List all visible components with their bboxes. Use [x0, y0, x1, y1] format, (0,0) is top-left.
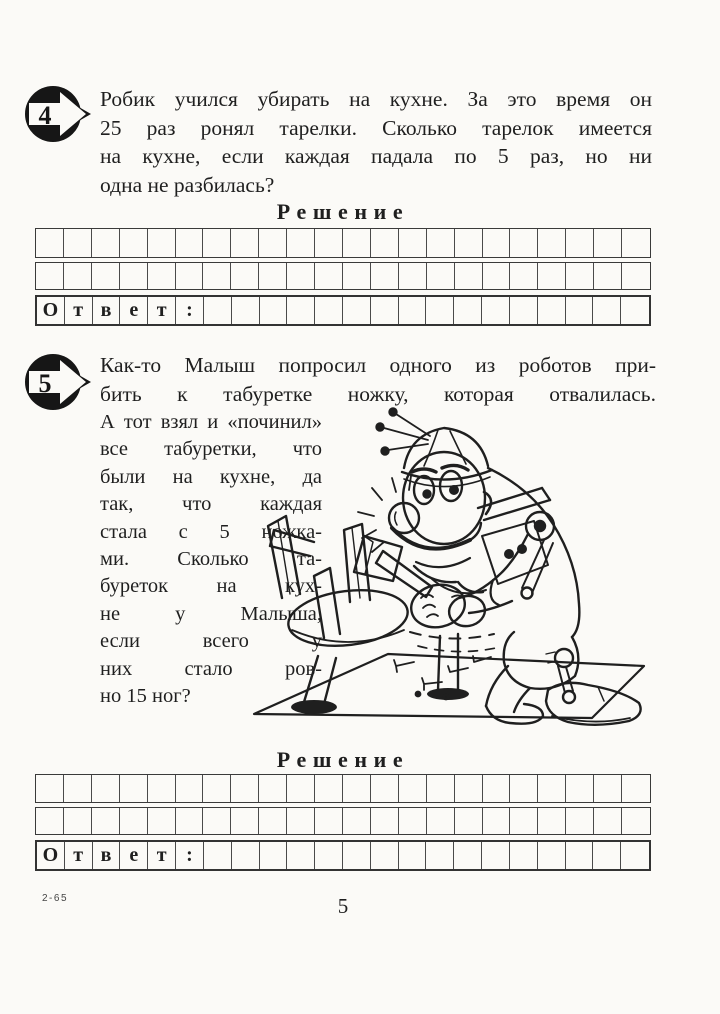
grid-cell — [371, 229, 399, 257]
grid-cell — [36, 775, 64, 802]
grid-cell — [287, 775, 315, 802]
grid-cell — [203, 775, 231, 802]
grid-cell — [399, 775, 427, 802]
grid-cell — [315, 263, 343, 289]
grid-cell — [315, 297, 343, 324]
problem-5-text-line: ми. Сколько та- — [100, 548, 322, 571]
grid-cell — [399, 229, 427, 257]
grid-cell — [120, 263, 148, 289]
grid-cell — [315, 808, 343, 834]
grid-cell — [538, 297, 566, 324]
grid-cell — [231, 263, 259, 289]
grid-cell — [287, 229, 315, 257]
problem-5-text-line: но 15 ног? — [100, 685, 191, 708]
grid-cell — [203, 263, 231, 289]
solution-1-work-row-1 — [35, 228, 651, 258]
grid-cell — [621, 842, 649, 869]
grid-cell — [176, 229, 204, 257]
grid-cell — [454, 297, 482, 324]
grid-cell — [92, 808, 120, 834]
grid-cell — [287, 842, 315, 869]
grid-cell — [371, 297, 399, 324]
grid-cell — [538, 808, 566, 834]
grid-cell — [176, 263, 204, 289]
problem-5-text-line: буреток на кух- — [100, 575, 322, 598]
answer-letter-cell: О — [37, 297, 65, 324]
grid-cell — [260, 297, 288, 324]
grid-cell — [427, 263, 455, 289]
grid-cell — [64, 229, 92, 257]
grid-cell — [566, 775, 594, 802]
grid-cell — [315, 842, 343, 869]
answer-letter-cell: в — [93, 842, 121, 869]
grid-cell — [64, 263, 92, 289]
grid-cell — [315, 775, 343, 802]
grid-cell — [120, 229, 148, 257]
answer-letter-cell: е — [120, 842, 148, 869]
grid-cell — [455, 775, 483, 802]
answer-letter-cell: т — [65, 842, 93, 869]
grid-cell — [622, 263, 650, 289]
problem-5-number-badge — [24, 351, 92, 413]
grid-cell — [538, 263, 566, 289]
grid-cell — [566, 263, 594, 289]
page-number: 5 — [337, 894, 349, 918]
problem-5-text-line: стала с 5 ножка- — [100, 520, 322, 543]
grid-cell — [204, 297, 232, 324]
grid-cell — [593, 842, 621, 869]
grid-cell — [399, 263, 427, 289]
grid-cell — [343, 842, 371, 869]
grid-cell — [538, 229, 566, 257]
grid-cell — [482, 297, 510, 324]
grid-cell — [203, 808, 231, 834]
grid-cell — [148, 808, 176, 834]
solution-2-work-row-1 — [35, 774, 651, 803]
grid-cell — [92, 263, 120, 289]
grid-cell — [510, 775, 538, 802]
arrow-badge-icon — [24, 83, 92, 145]
grid-cell — [371, 263, 399, 289]
problem-4-number-badge — [24, 83, 92, 145]
grid-cell — [148, 263, 176, 289]
solution-2-work-row-2 — [35, 807, 651, 835]
grid-cell — [120, 775, 148, 802]
grid-cell — [426, 842, 454, 869]
grid-cell — [64, 775, 92, 802]
problem-number: 5 — [38, 369, 52, 398]
answer-letter-cell: О — [37, 842, 65, 869]
grid-cell — [399, 808, 427, 834]
grid-cell — [399, 297, 427, 324]
grid-cell — [622, 775, 650, 802]
grid-cell — [176, 808, 204, 834]
grid-cell — [427, 808, 455, 834]
grid-cell — [426, 297, 454, 324]
grid-cell — [510, 229, 538, 257]
answer-letter-cell: е — [120, 297, 148, 324]
grid-cell — [594, 775, 622, 802]
problem-5-text-line: бить к табуретке ножку, которая отвалилась. — [100, 382, 656, 406]
robot-hammering-stool-illustration — [246, 404, 664, 736]
grid-cell — [204, 842, 232, 869]
grid-cell — [232, 297, 260, 324]
grid-cell — [621, 297, 649, 324]
grid-cell — [36, 808, 64, 834]
grid-cell — [259, 263, 287, 289]
grid-cell — [483, 808, 511, 834]
grid-cell — [259, 775, 287, 802]
grid-cell — [510, 263, 538, 289]
problem-5-text-line: А тот взял и «починил» — [100, 411, 322, 433]
grid-cell — [399, 842, 427, 869]
grid-cell — [232, 842, 260, 869]
grid-cell — [259, 808, 287, 834]
grid-cell — [455, 808, 483, 834]
grid-cell — [343, 775, 371, 802]
grid-cell — [92, 775, 120, 802]
answer-letter-cell: : — [176, 297, 204, 324]
grid-cell — [594, 808, 622, 834]
grid-cell — [483, 775, 511, 802]
grid-cell — [622, 808, 650, 834]
grid-cell — [622, 229, 650, 257]
grid-cell — [343, 808, 371, 834]
problem-4-text-line: одна не разбилась? — [100, 172, 275, 197]
answer-row-2 — [35, 840, 651, 871]
grid-cell — [593, 297, 621, 324]
solution-heading-1: Решение — [276, 199, 410, 224]
grid-cell — [176, 775, 204, 802]
problem-5-text-full-width — [100, 351, 656, 409]
grid-cell — [566, 229, 594, 257]
grid-cell — [260, 842, 288, 869]
grid-cell — [64, 808, 92, 834]
grid-cell — [566, 842, 594, 869]
problem-4-text-line: 25 раз ронял тарелки. Сколько тарелок имеется — [100, 115, 652, 140]
print-signature: 2-65 — [42, 893, 69, 904]
problem-5-text-line: не у Малыша, — [100, 602, 322, 625]
grid-cell — [287, 297, 315, 324]
problem-5-text-line: так, что каждая — [100, 493, 322, 516]
grid-cell — [566, 297, 594, 324]
grid-cell — [231, 775, 259, 802]
answer-letter-cell: в — [93, 297, 121, 324]
grid-cell — [343, 297, 371, 324]
grid-cell — [482, 842, 510, 869]
problem-4-text-line: на кухне, если каждая падала по 5 раз, но ни — [100, 144, 652, 169]
grid-cell — [483, 229, 511, 257]
grid-cell — [148, 775, 176, 802]
grid-cell — [538, 842, 566, 869]
problem-5-text-line: были на кухне, да — [100, 465, 322, 488]
grid-cell — [455, 229, 483, 257]
grid-cell — [510, 842, 538, 869]
solution-1-work-row-2 — [35, 262, 651, 290]
grid-cell — [287, 263, 315, 289]
grid-cell — [510, 808, 538, 834]
answer-letter-cell: т — [148, 297, 176, 324]
answer-row-1 — [35, 295, 651, 326]
solution-heading-2: Решение — [276, 747, 410, 772]
problem-4-text — [100, 85, 652, 199]
problem-5-text-line: Как-то Малыш попросил одного из роботов при- — [100, 353, 656, 377]
grid-cell — [566, 808, 594, 834]
grid-cell — [343, 229, 371, 257]
grid-cell — [231, 229, 259, 257]
grid-cell — [594, 263, 622, 289]
grid-cell — [455, 263, 483, 289]
grid-cell — [259, 229, 287, 257]
grid-cell — [371, 775, 399, 802]
arrow-badge-icon — [24, 351, 92, 413]
grid-cell — [594, 229, 622, 257]
problem-5-text-line: если всего у — [100, 630, 322, 653]
problem-number: 4 — [38, 101, 52, 130]
grid-cell — [343, 263, 371, 289]
grid-cell — [36, 229, 64, 257]
answer-letter-cell: т — [65, 297, 93, 324]
grid-cell — [371, 842, 399, 869]
answer-letter-cell: : — [176, 842, 204, 869]
grid-cell — [315, 229, 343, 257]
grid-cell — [92, 229, 120, 257]
grid-cell — [120, 808, 148, 834]
grid-cell — [287, 808, 315, 834]
grid-cell — [454, 842, 482, 869]
grid-cell — [148, 229, 176, 257]
grid-cell — [371, 808, 399, 834]
grid-cell — [510, 297, 538, 324]
grid-cell — [538, 775, 566, 802]
grid-cell — [483, 263, 511, 289]
grid-cell — [231, 808, 259, 834]
grid-cell — [427, 229, 455, 257]
problem-5-text-line: них стало ров- — [100, 657, 322, 680]
grid-cell — [36, 263, 64, 289]
grid-cell — [203, 229, 231, 257]
answer-letter-cell: т — [148, 842, 176, 869]
problem-4-text-line: Робик учился убирать на кухне. За это время он — [100, 87, 652, 111]
problem-5-text-line: все табуретки, что — [100, 438, 322, 461]
grid-cell — [427, 775, 455, 802]
